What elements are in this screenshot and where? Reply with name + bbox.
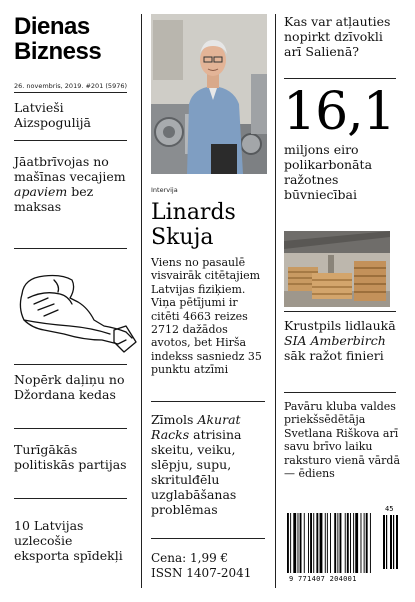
divider	[14, 364, 127, 365]
barcode-bar	[308, 513, 309, 573]
headline-amberbirch[interactable]: Krustpils lidlaukā SIA Amberbirch sāk ražot finieri	[284, 318, 396, 363]
barcode-bar	[300, 513, 302, 573]
barcode-bar	[364, 513, 365, 573]
headline-saliena[interactable]: Kas var atļauties nopirkt dzīvokli arī Salienā?	[284, 14, 391, 59]
headline-apavi[interactable]: Jāatbrīvojas no mašīnas vecajiem apaviem bez maksas	[14, 154, 126, 214]
barcode-bar	[310, 513, 312, 573]
divider	[14, 92, 127, 93]
sneaker-sketch-illustration	[14, 268, 138, 362]
barcode-bar	[298, 513, 299, 573]
column-rule-left	[141, 14, 142, 588]
barcode-bar	[325, 513, 326, 573]
divider	[284, 392, 396, 393]
barcode-bar	[334, 513, 336, 573]
barcode-bar	[327, 513, 328, 573]
barcode-bar	[337, 513, 338, 573]
headline-aizspogulija[interactable]: Latvieši Aizspogulijā	[14, 100, 91, 130]
barcode-bar	[345, 513, 346, 573]
divider	[14, 498, 127, 499]
plywood-photo	[284, 231, 390, 307]
barcode-bar	[316, 513, 318, 573]
issn: ISSN 1407-2041	[151, 566, 252, 580]
big-number: 16,1	[283, 82, 395, 142]
barcode-addon-bar	[393, 515, 394, 569]
headline-eksporta-spidekli[interactable]: 10 Latvijas uzlecošie eksporta spīdekļi	[14, 518, 123, 563]
masthead[interactable]	[14, 14, 129, 64]
barcode-addon-bar	[390, 515, 392, 569]
barcode-bar	[353, 513, 354, 573]
barcode-bar	[347, 513, 349, 573]
barcode-bar	[370, 513, 371, 573]
barcode-bar	[330, 513, 331, 573]
barcode-bar	[366, 513, 368, 573]
divider	[284, 78, 396, 79]
barcode-number: 9 771407 204001	[289, 575, 357, 583]
section-tag: Intervija	[151, 186, 178, 194]
barcode-addon-bar	[383, 515, 385, 569]
masthead-line1: Dienas	[14, 13, 90, 40]
barcode-bar	[290, 513, 291, 573]
headline-dzordana-kedas[interactable]: Nopērk daļiņu no Džordana kedas	[14, 372, 125, 402]
barcode-bar	[340, 513, 342, 573]
barcode-bar	[350, 513, 351, 573]
barcode-bar	[361, 513, 362, 573]
barcode-bar	[293, 513, 296, 573]
divider	[14, 140, 127, 141]
divider	[284, 311, 396, 312]
headline-akurat-racks[interactable]: Zīmols Akurat Racks atrisina skeitu, veiku, slēpju, supu, skritulđēlu uzglabāšanas problēmas	[151, 412, 242, 517]
price: Cena: 1,99 €	[151, 551, 229, 565]
divider	[151, 401, 265, 402]
barcode-addon: 45	[385, 505, 394, 513]
divider	[14, 428, 127, 429]
barcode-bar	[287, 513, 289, 573]
barcode	[283, 503, 401, 587]
divider	[14, 248, 127, 249]
barcode-bar	[304, 513, 305, 573]
price-block	[151, 551, 251, 581]
portrait-photo	[151, 14, 267, 174]
divider	[151, 538, 265, 539]
barcode-bar	[355, 513, 358, 573]
headline-pavaru-klubs[interactable]: Pavāru kluba valdes priekšsēdētāja Svetlana Riškova arī savu brīvo laiku raksturo vienā vārdā — ēdiens	[284, 400, 401, 481]
barcode-addon-bar	[396, 515, 398, 569]
issue-date: 26. novembris, 2019. #201 (5976)	[14, 82, 128, 90]
interview-summary: Viens no pasaulē visvairāk citētajiem Latvijas fiziķiem. Viņa pētījumi ir citēti 4663 reizes 2712 dažādos avotos, bet Hirša indekss sasniedz 35 punktu atzīmi	[151, 256, 262, 377]
barcode-bar	[320, 513, 323, 573]
barcode-addon-bar	[386, 515, 387, 569]
masthead-line2: Bizness	[14, 38, 102, 65]
big-number-caption[interactable]: miljons eiro polikarbonāta ražotnes būvniecībai	[284, 142, 373, 202]
interview-name[interactable]: Linards Skuja	[151, 200, 236, 250]
barcode-bar	[313, 513, 314, 573]
column-rule-right	[275, 14, 276, 588]
headline-partijas[interactable]: Turīgākās politiskās partijas	[14, 442, 127, 472]
